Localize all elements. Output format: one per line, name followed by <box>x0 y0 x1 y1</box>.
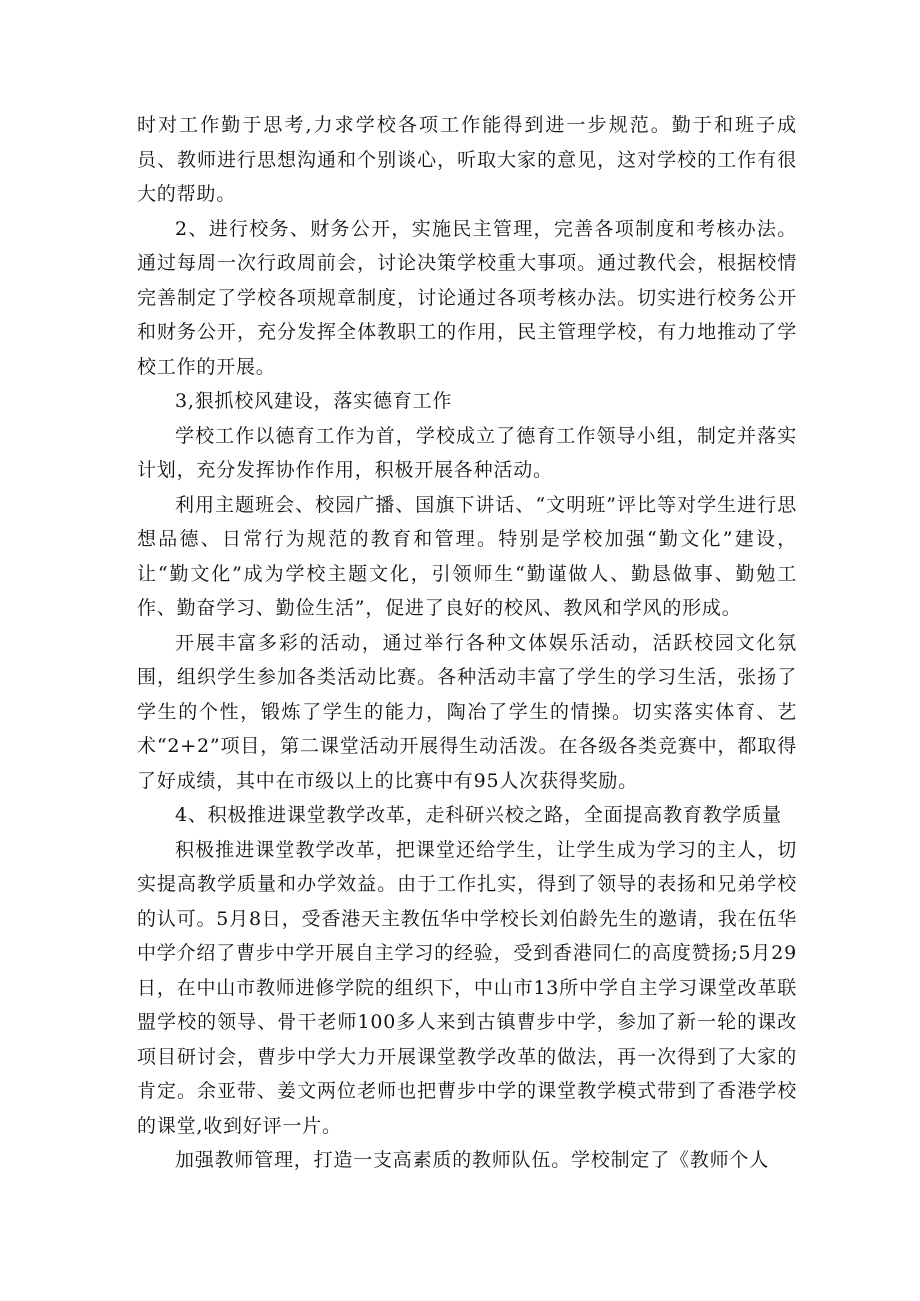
paragraph-9: 加强教师管理，打造一支高素质的教师队伍。学校制定了《教师个人 <box>175 1149 770 1171</box>
paragraph-6: 开展丰富多彩的活动，通过举行各种文体娱乐活动，活跃校园文化氛围，组织学生参加各类活动比赛。各种活动丰富了学生的学习生活，张扬了学生的个性，锻炼了学生的能力，陶冶了学生的情操。切实落实体育、艺术“2+2”项目，第二课堂活动开展得生动活泼。在各级各类竞赛中，都取得了好成绩，其中在市级以上的比赛中有95人次获得奖励。 <box>137 631 797 792</box>
paragraph-5: 利用主题班会、校园广播、国旗下讲话、“文明班”评比等对学生进行思想品德、日常行为规范的教育和管理。特别是学校加强“勤文化”建设，让“勤文化”成为学校主题文化，引领师生“勤谨做人、勤恳做事、勤勉工作、勤奋学习、勤俭生活”，促进了良好的校风、教风和学风的形成。 <box>137 493 797 619</box>
paragraph-2: 2、进行校务、财务公开，实施民主管理，完善各项制度和考核办法。通过每周一次行政周前会，讨论决策学校重大事项。通过教代会，根据校情完善制定了学校各项规章制度，讨论通过各项考核办法。切实进行校务公开和财务公开，充分发挥全体教职工的作用，民主管理学校，有力地推动了学校工作的开展。 <box>137 217 797 378</box>
document-body <box>137 108 797 1178</box>
paragraph-1: 时对工作勤于思考,力求学校各项工作能得到进一步规范。勤于和班子成员、教师进行思想沟通和个别谈心，听取大家的意见，这对学校的工作有很大的帮助。 <box>137 114 797 205</box>
paragraph-8: 积极推进课堂教学改革，把课堂还给学生，让学生成为学习的主人，切实提高教学质量和办学效益。由于工作扎实，得到了领导的表扬和兄弟学校的认可。5月8日，受香港天主教伍华中学校长刘伯龄先生的邀请，我在伍华中学介绍了曹步中学开展自主学习的经验，受到香港同仁的高度赞扬;5月29日，在中山市教师进修学院的组织下，中山市13所中学自主学习课堂改革联盟学校的领导、骨干老师100多人来到古镇曹步中学，参加了新一轮的课改项目研讨会，曹步中学大力开展课堂教学改革的做法，再一次得到了大家的肯定。余亚带、姜文两位老师也把曹步中学的课堂教学模式带到了香港学校的课堂,收到好评一片。 <box>137 838 797 1137</box>
section-heading-4: 4、积极推进课堂教学改革，走科研兴校之路，全面提高教育教学质量 <box>175 804 782 826</box>
paragraph-4: 学校工作以德育工作为首，学校成立了德育工作领导小组，制定并落实计划，充分发挥协作作用，积极开展各种活动。 <box>137 424 797 481</box>
section-heading-3: 3,狠抓校风建设，落实德育工作 <box>175 390 453 412</box>
